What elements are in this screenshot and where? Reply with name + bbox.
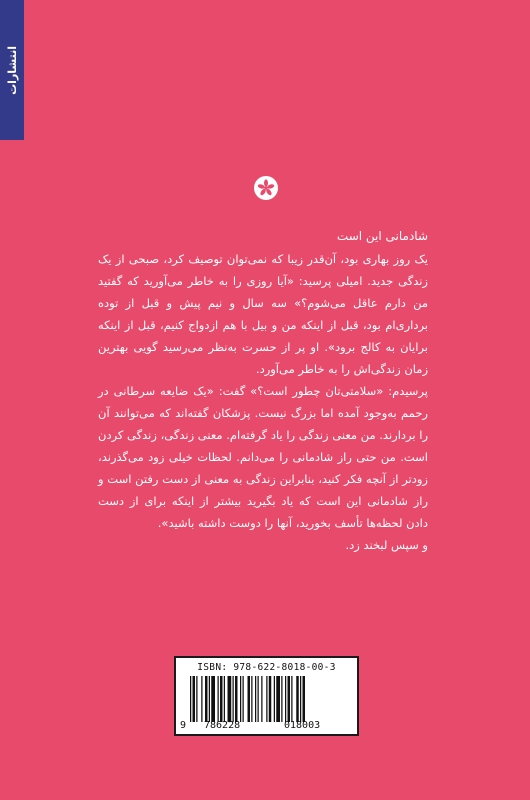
isbn-label: ISBN: 978-622-8018-00-3 <box>197 662 336 673</box>
barcode-digit-lead: 9 <box>180 720 187 731</box>
flower-ornament-icon <box>254 176 278 200</box>
excerpt-title: شادمانی این است <box>336 229 428 243</box>
barcode-bars <box>190 676 347 722</box>
publisher-logo-text: انتشارات <box>5 45 19 95</box>
isbn-barcode <box>174 656 359 736</box>
back-cover-text <box>98 225 428 556</box>
barcode-digit-group-2: 018003 <box>284 720 321 731</box>
paragraph-2: پرسیدم: «سلامتی‌تان چطور است؟» گفت: «یک ضایعه سرطانی در رحمم به‌وجود آمده اما بزرگ نیست. پزشکان گفته‌اند که می‌توانند آن را بردارند. من معنی زندگی را یاد گرفته‌ام. معنی زندگی، زندگی کردن است. من حتی راز شادمانی را می‌دانم. لحظات خیلی زود می‌گذرند، زودتر از آنچه فکر کنید، بنابراین زندگی به معنی از دست رفتن است و راز شادمانی این است که یاد بگیرید بیشتر از اینکه برای از دست دادن لحظه‌ها تأسف بخورید، آنها را دوست داشته باشید». <box>98 384 428 530</box>
paragraph-1: یک روز بهاری بود، آن‌قدر زیبا که نمی‌توان توصیف کرد، صبحی از یک زندگی جدید. امیلی پرسید: «آیا روزی را به خاطر می‌آورید که گفتید من دارم عاقل می‌شوم؟» سه سال و نیم پیش و قبل از توده برداری‌ام بود، قبل از اینکه من و بیل با هم ازدواج کنیم، قبل از اینکه برایان به کالج برود». او پر از حسرت به‌نظر می‌رسید گویی بهترین زمان زندگی‌اش را به خاطر می‌آورد. <box>98 252 428 376</box>
publisher-logo <box>0 0 24 140</box>
barcode-digit-group-1: 786228 <box>204 720 241 731</box>
paragraph-3: و سپس لبخند زد. <box>345 538 428 552</box>
